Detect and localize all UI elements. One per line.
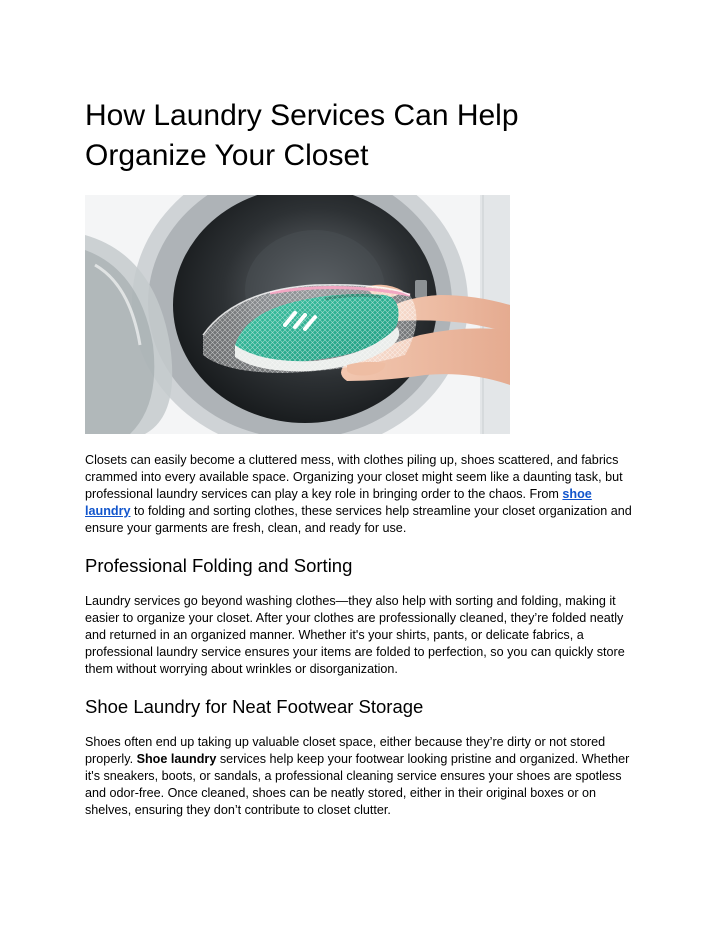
shoe-laundry-paragraph bbox=[85, 734, 637, 819]
intro-paragraph bbox=[85, 452, 637, 537]
page-title: How Laundry Services Can Help Organize Your Closet bbox=[85, 99, 519, 172]
section-heading-folding: Professional Folding and Sorting bbox=[85, 555, 353, 576]
shoe-laundry-link[interactable]: shoe laundry bbox=[85, 487, 592, 518]
shoe-laundry-bold: Shoe laundry bbox=[136, 752, 217, 766]
hero-image bbox=[85, 195, 510, 434]
intro-text-start: Closets can easily become a cluttered mess, with clothes piling up, shoes scattered, and fabrics crammed into every available space. Organizing your closet might seem like a daunting task, but professional laundry services can play a key role in bringing order to the chaos. From bbox=[85, 453, 623, 501]
section-heading-shoe-laundry: Shoe Laundry for Neat Footwear Storage bbox=[85, 696, 424, 717]
intro-text-end: to folding and sorting clothes, these services help streamline your closet organization and ensure your garments are fresh, clean, and ready for use. bbox=[85, 504, 632, 535]
washing-machine-illustration bbox=[85, 195, 510, 434]
shoe-text-start: Shoes often end up taking up valuable closet space, either because they’re dirty or not stored properly. bbox=[85, 735, 606, 766]
shoe-text-end: services help keep your footwear looking pristine and organized. Whether it's sneakers, boots, or sandals, a professional cleaning service ensures your shoes are spotless and odor-free. Once cleaned, shoes can be neatly stored, either in their original boxes or on shelves, ensuring they don’t contribute to closet clutter. bbox=[85, 752, 630, 817]
folding-paragraph: Laundry services go beyond washing clothes—they also help with sorting and folding, making it easier to organize your closet. After your clothes are professionally cleaned, they’re folded neatly and returned in an organized manner. Whether it's your shirts, pants, or delicate fabrics, a professional laundry service ensures your items are folded to perfection, so you can quickly store them without worrying about wrinkles or disorganization. bbox=[85, 594, 625, 676]
